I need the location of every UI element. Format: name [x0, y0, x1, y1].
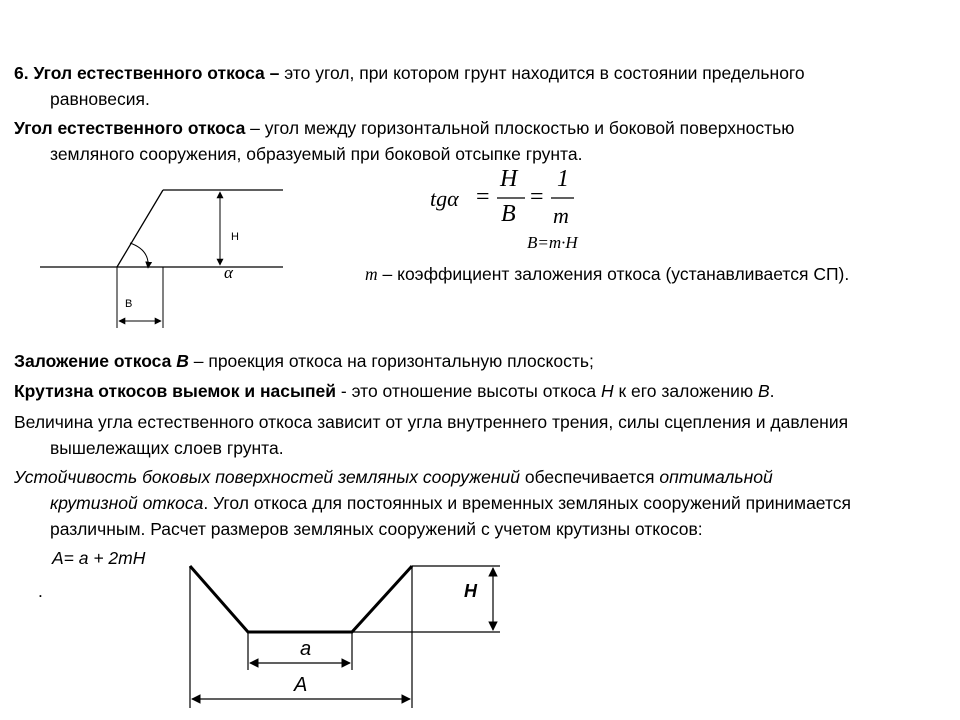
- paragraph-2-text: – угол между горизонтальной плоскостью и боковой поверхностью: [245, 118, 795, 138]
- diagram-label-alpha: α: [224, 263, 233, 282]
- paragraph-1-lead: 6. Угол естественного откоса –: [14, 63, 280, 83]
- paragraph-4-end: .: [769, 381, 775, 401]
- paragraph-4-h: Н: [601, 381, 614, 401]
- formula-den-1: B: [501, 201, 516, 227]
- angle-arc: [130, 243, 148, 268]
- paragraph-6-line-2: [50, 492, 851, 514]
- paragraph-3-lead-b: В: [176, 351, 189, 371]
- formula-num-1: H: [500, 166, 518, 192]
- paragraph-2-lead: Угол естественного откоса: [14, 118, 246, 138]
- diagram-label-b: В: [125, 298, 133, 310]
- formula-eq-2: =: [530, 184, 544, 210]
- paragraph-5-line-2: вышележащих слоев грунта.: [50, 438, 284, 458]
- paragraph-6-italic-3: крутизной откоса: [50, 493, 204, 513]
- formula-den-2: m: [553, 203, 569, 228]
- paragraph-1-text: это угол, при котором грунт находится в состоянии предельного: [279, 63, 805, 83]
- trapezoid-label-a: a: [300, 638, 312, 660]
- formula-lhs: tgα: [430, 186, 459, 211]
- stray-dot: .: [38, 581, 43, 601]
- m-note-text: – коэффициент заложения откоса (устанавливается СП).: [377, 264, 850, 284]
- paragraph-2-line-2: земляного сооружения, образуемый при боковой отсыпке грунта.: [50, 144, 583, 164]
- paragraph-6-italic-2: оптимальной: [659, 467, 773, 487]
- paragraph-5-line-1: Величина угла естественного откоса зависит от угла внутреннего трения, силы сцепления и давления: [14, 412, 849, 432]
- slope-line: [117, 190, 163, 267]
- paragraph-6-line-1: [14, 466, 773, 488]
- paragraph-3-text: – проекция откоса на горизонтальную плоскость;: [188, 351, 594, 371]
- paragraph-4-lead: Крутизна откосов выемок и насыпей: [14, 381, 337, 401]
- trapezoid-label-h: H: [464, 581, 477, 601]
- paragraph-6-text-1: обеспечивается: [520, 467, 660, 487]
- trapezoid-label-A: A: [294, 674, 308, 696]
- trapezoid-profile: [190, 566, 412, 632]
- paragraph-6-line-3: различным. Расчет размеров земляных сооружений с учетом крутизны откосов:: [50, 519, 703, 539]
- m-symbol: m: [365, 264, 378, 284]
- paragraph-6-italic-1: Устойчивость боковых поверхностей земляных сооружений: [14, 467, 521, 487]
- paragraph-1-line-2: равновесия.: [50, 89, 150, 109]
- paragraph-4-b: В: [757, 381, 770, 401]
- paragraph-3-lead: Заложение откоса: [14, 351, 172, 371]
- paragraph-4-text-1: - это отношение высоты откоса: [336, 381, 602, 401]
- diagram-label-h: Н: [231, 231, 239, 243]
- formula-num-2: 1: [557, 166, 569, 192]
- paragraph-6-text-2: . Угол откоса для постоянных и временных земляных сооружений принимается: [203, 493, 852, 513]
- paragraph-3: [14, 350, 594, 372]
- formula-eq-1: =: [476, 184, 490, 210]
- m-coefficient-note: [365, 263, 849, 285]
- paragraph-4: [14, 380, 775, 402]
- paragraph-4-text-2: к его заложению: [613, 381, 758, 401]
- equation: А= а + 2mH: [52, 548, 146, 568]
- formula-line-2: B=m·H: [527, 233, 578, 252]
